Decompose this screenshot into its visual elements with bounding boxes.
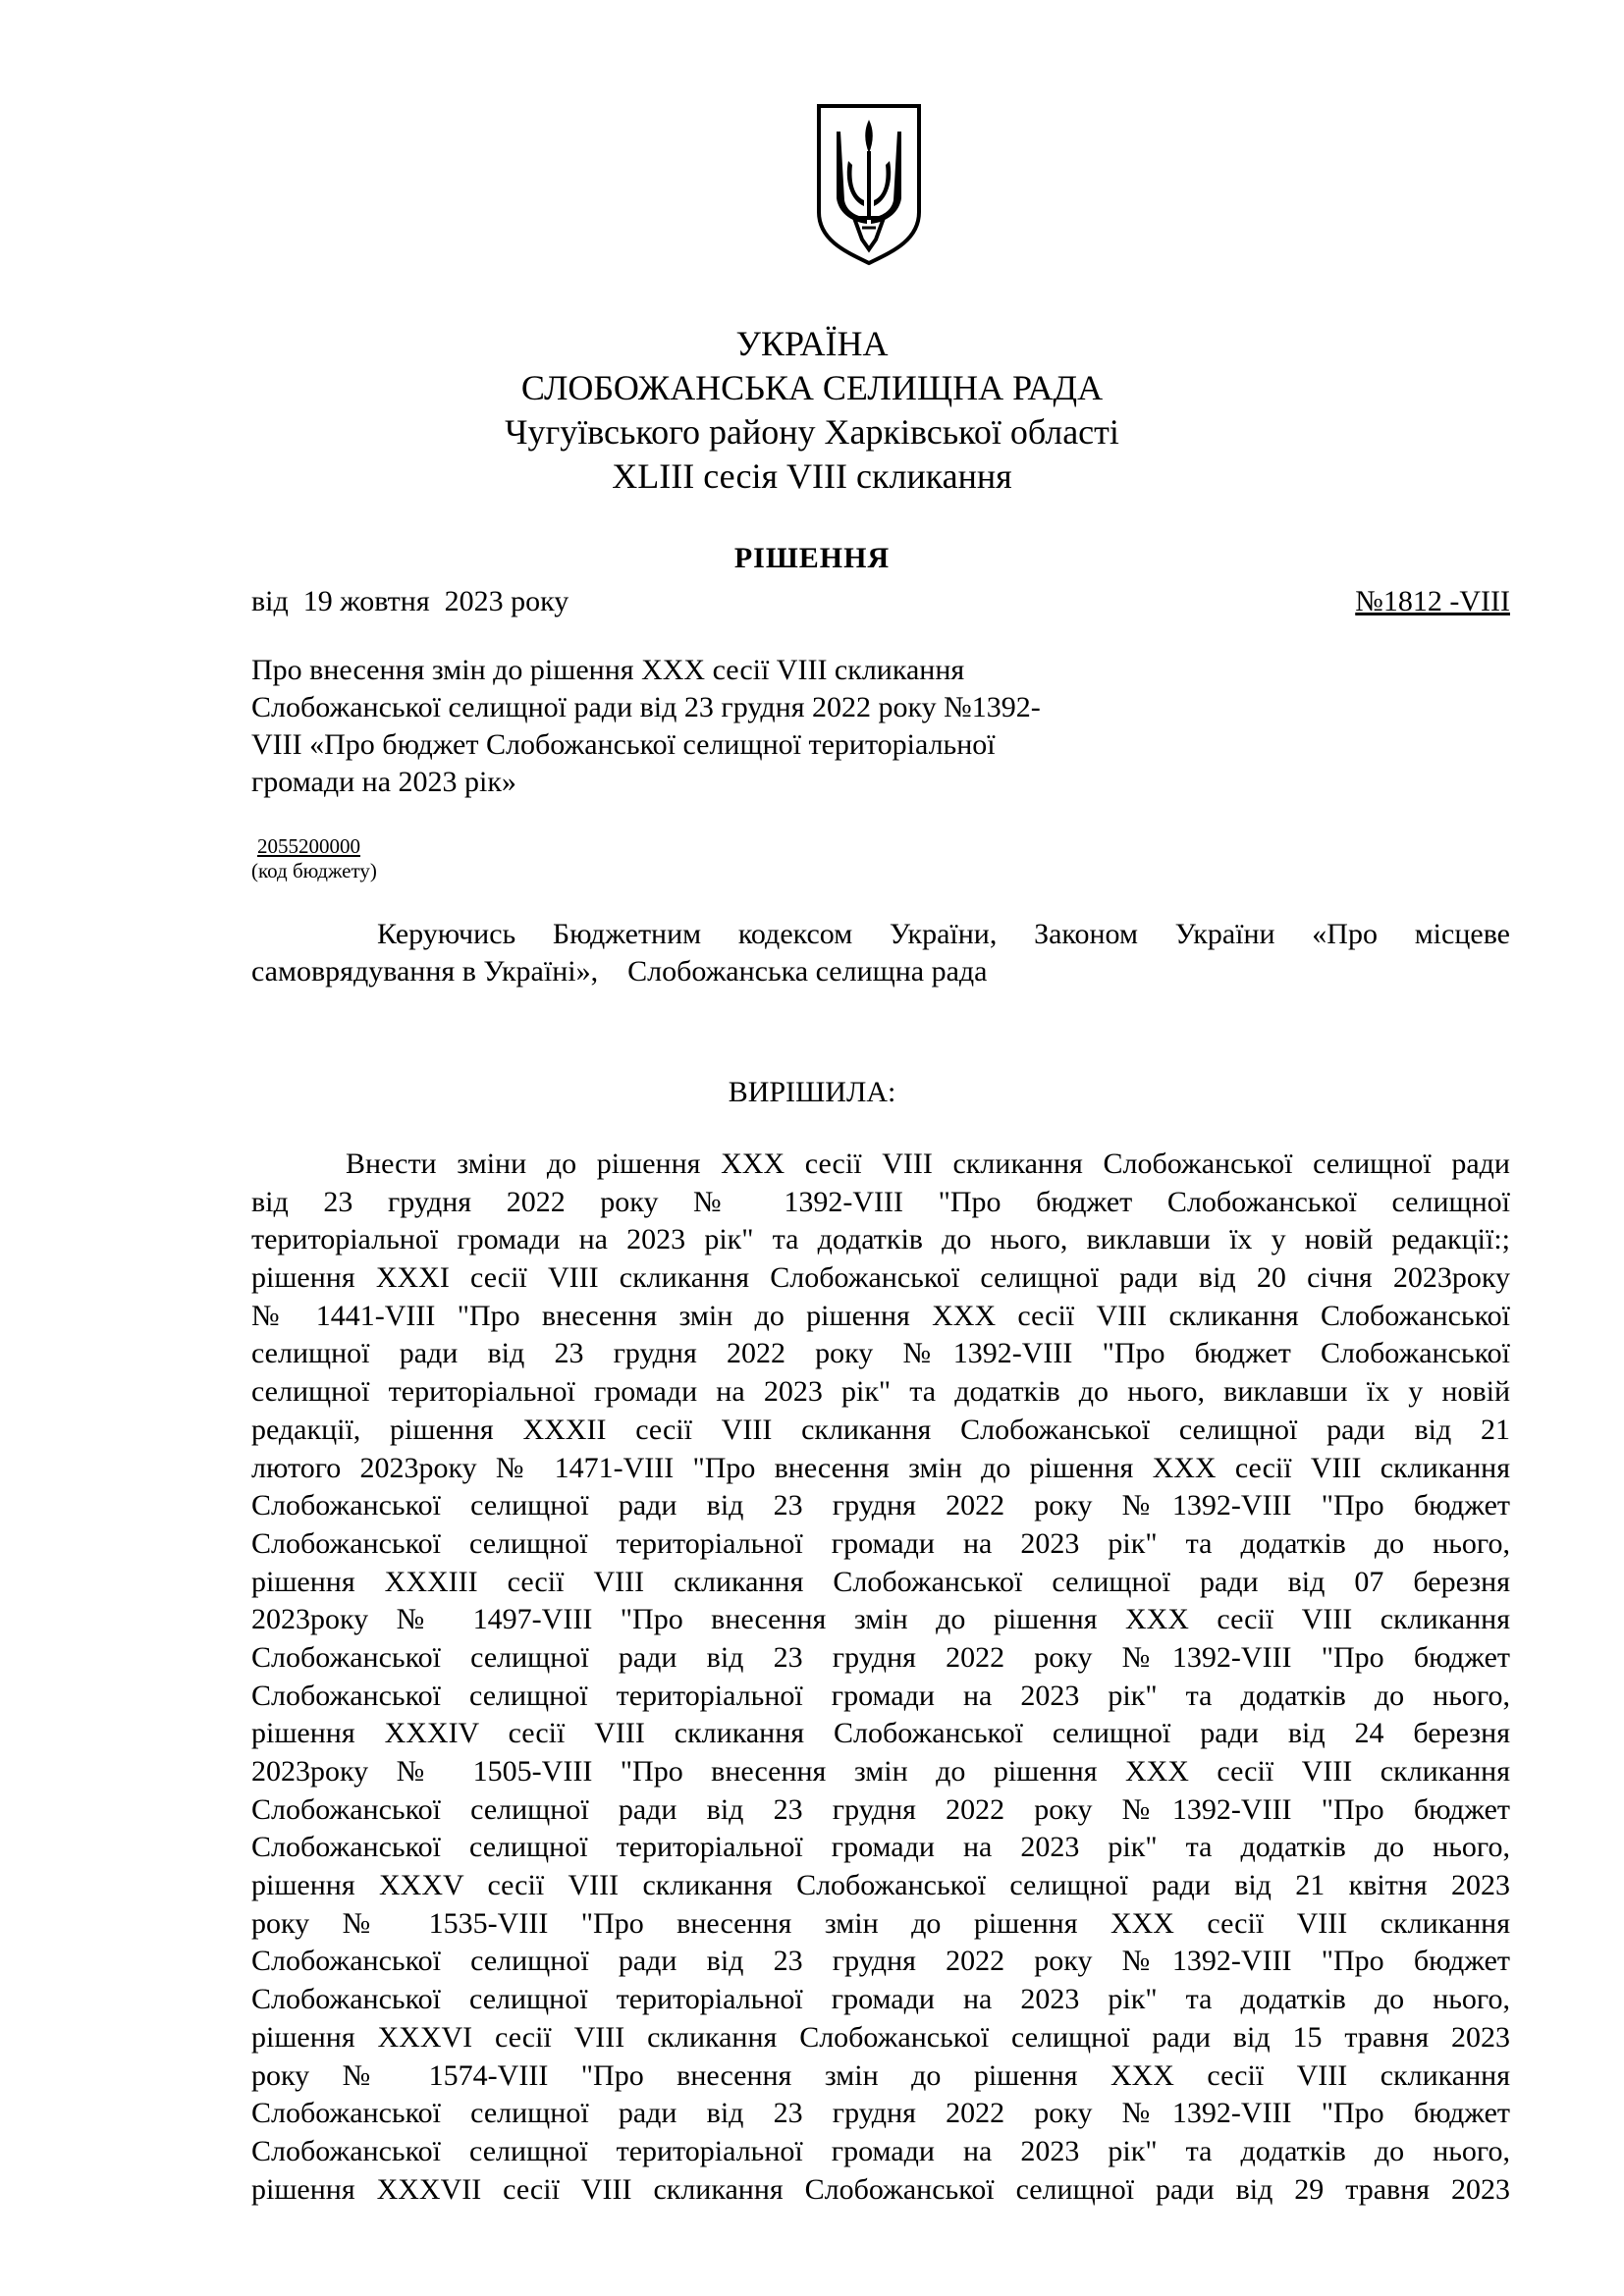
body-line: від 23 грудня 2022 року № 1392-VIII "Про бюджет Слобожанської селищної — [251, 1185, 1510, 1218]
subject-line: Слобожанської селищної ради від 23 грудня 2022 року №1392- — [251, 691, 1041, 723]
resolved-heading: ВИРІШИЛА: — [728, 1076, 896, 1108]
body-line: рішення ХХХІ сесії VIII скликання Слобожанської селищної ради від 20 січня 2023року — [251, 1261, 1510, 1295]
budget-code-block — [251, 834, 377, 883]
country-name: УКРАЇНА — [735, 324, 889, 363]
budget-code-value: 2055200000 — [257, 834, 360, 858]
body-line: редакції, рішення ХХХІІ сесії VIII скликання Слобожанської селищної ради від 21 — [251, 1413, 1510, 1446]
body-line: селищної ради від 23 грудня 2022 року №1392-VIII "Про бюджет Слобожанської — [251, 1337, 1510, 1370]
body-line: територіальної громади на 2023 рік" та додатків до нього, виклавши їх у новій редакції:; — [251, 1223, 1510, 1256]
body-line: рішення ХХХV сесії VIII скликання Слобожанської селищної ради від 21 квітня 2023 — [251, 1869, 1510, 1902]
body-line: року № 1535-VIII "Про внесення змін до рішення ХХХ сесії VIII скликання — [251, 1906, 1510, 1940]
body-line: Слобожанської селищної ради від 23 грудня 2022 року №1392-VIII "Про бюджет — [251, 2097, 1510, 2130]
body-line: рішення ХХХVІІ сесії VIII скликання Слобожанської селищної ради від 29 травня 2023 — [251, 2172, 1510, 2206]
preamble — [251, 916, 1510, 990]
body-line: рішення ХХХІІІ сесії VIII скликання Слобожанської селищної ради від 07 березня — [251, 1565, 1510, 1598]
session-name: XLIII сесія VIII скликання — [612, 456, 1012, 496]
body-line: Слобожанської селищної територіальної громади на 2023 рік" та додатків до нього, — [251, 2134, 1510, 2167]
body-line: селищної територіальної громади на 2023 рік" та додатків до нього, виклавши їх у новій — [251, 1375, 1510, 1409]
decision-subject — [251, 652, 1164, 801]
body-line: Слобожанської селищної територіальної громади на 2023 рік" та додатків до нього, — [251, 1983, 1510, 2016]
body-line: Внести зміни до рішення ХХХ сесії VIII скликання Слобожанської селищної ради — [346, 1148, 1510, 1180]
subject-line: VIII «Про бюджет Слобожанської селищної територіальної — [251, 728, 996, 761]
subject-line: Про внесення змін до рішення ХХХ сесії VIII скликання — [251, 654, 965, 686]
subject-line: громади на 2023 рік» — [251, 766, 516, 798]
preamble-line: Керуючись Бюджетним кодексом України, Законом України «Про місцеве — [377, 918, 1510, 950]
body-line: Слобожанської селищної ради від 23 грудня 2022 року №1392-VIII "Про бюджет — [251, 1489, 1510, 1522]
body-line: рішення ХХХVІ сесії VIII скликання Слобожанської селищної ради від 15 травня 2023 — [251, 2020, 1510, 2054]
body-line: Слобожанської селищної територіальної громади на 2023 рік" та додатків до нього, — [251, 1679, 1510, 1712]
decision-number: №1812 -VIII — [1355, 585, 1510, 617]
body-line: Слобожанської селищної ради від 23 грудня 2022 року №1392-VIII "Про бюджет — [251, 1640, 1510, 1674]
body-line: № 1441-VIII "Про внесення змін до рішення ХХХ сесії VIII скликання Слобожанської — [251, 1299, 1510, 1332]
district-name: Чугуївського району Харківської області — [505, 412, 1119, 452]
body-line: Слобожанської селищної ради від 23 грудня 2022 року №1392-VIII "Про бюджет — [251, 1792, 1510, 1826]
body-line: Слобожанської селищної територіальної громади на 2023 рік" та додатків до нього, — [251, 1526, 1510, 1560]
body-line: 2023року № 1497-VIII "Про внесення змін до рішення ХХХ сесії VIII скликання — [251, 1603, 1510, 1636]
budget-code-label: (код бюджету) — [251, 859, 377, 882]
council-header — [0, 322, 1624, 499]
decision-date: від 19 жовтня 2023 року — [251, 585, 569, 617]
body-line: рішення ХХХІV сесії VIII скликання Слобожанської селищної ради від 24 березня — [251, 1717, 1510, 1750]
decision-body — [251, 1146, 1510, 2209]
body-line: Слобожанської селищної ради від 23 грудня 2022 року №1392-VIII "Про бюджет — [251, 1945, 1510, 1978]
council-name: СЛОБОЖАНСЬКА СЕЛИЩНА РАДА — [520, 368, 1104, 407]
coat-of-arms-emblem — [815, 102, 923, 267]
body-line: 2023року № 1505-VIII "Про внесення змін до рішення ХХХ сесії VIII скликання — [251, 1755, 1510, 1788]
decision-title: РІШЕННЯ — [733, 542, 891, 574]
body-line: лютого 2023року № 1471-VIII "Про внесення змін до рішення ХХХ сесії VIII скликання — [251, 1451, 1510, 1484]
body-line: року № 1574-VIII "Про внесення змін до рішення ХХХ сесії VIII скликання — [251, 2058, 1510, 2092]
body-line: Слобожанської селищної територіальної громади на 2023 рік" та додатків до нього, — [251, 1831, 1510, 1864]
preamble-line: самоврядування в Україні», Слобожанська селищна рада — [251, 955, 988, 988]
